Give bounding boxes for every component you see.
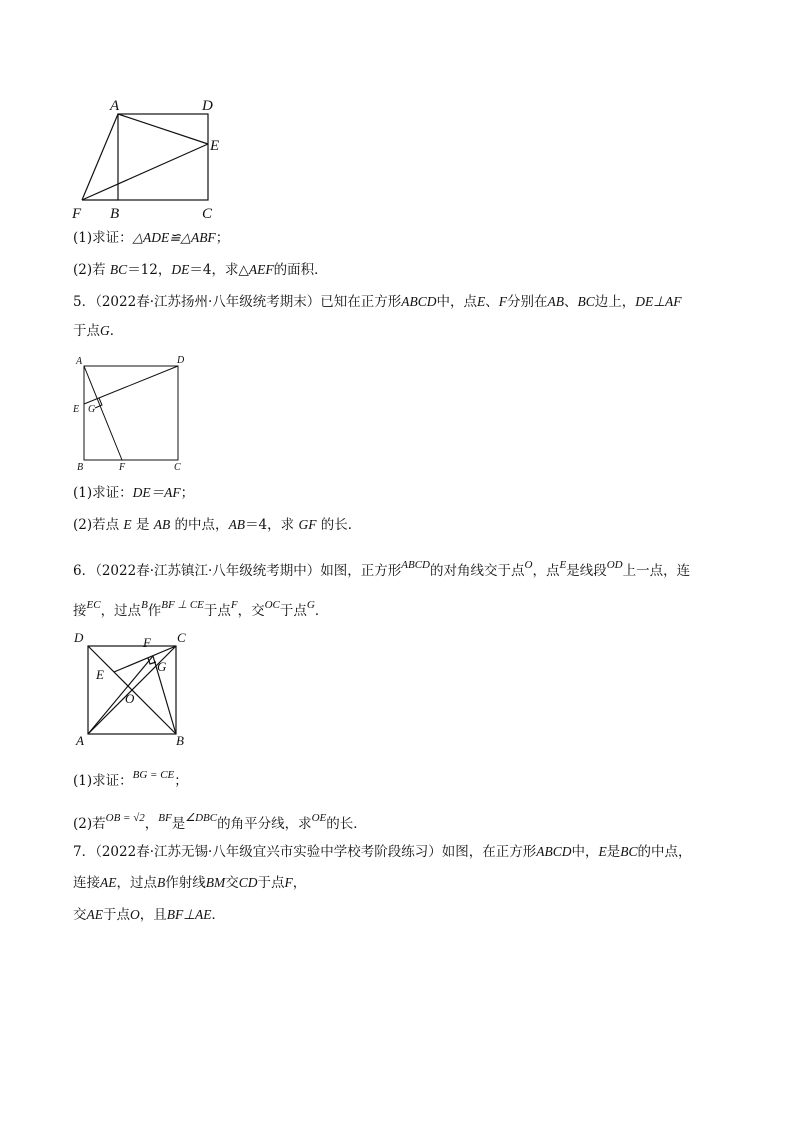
- q6-line1-c: ，点: [532, 563, 560, 579]
- q7-text-line1: [73, 843, 692, 861]
- q7-line2-c: 作射线: [165, 875, 206, 891]
- q5-sep2: 、: [564, 294, 578, 310]
- q6-line1-a: 6．（2022春·江苏镇江·八年级统考期中）如图，正方形: [73, 563, 402, 579]
- fig3-label-A: A: [76, 733, 84, 748]
- q6-b: B: [141, 599, 148, 611]
- q6-line1-e: 上一点，连: [622, 563, 691, 579]
- q7-line1-b: 中，: [571, 844, 599, 860]
- fig3-label-O: O: [125, 691, 135, 706]
- q5-line1-c: 分别在: [507, 294, 548, 310]
- q6-line1-b: 的对角线交于点: [430, 563, 525, 579]
- q7-line3-c: ，且: [139, 907, 167, 923]
- q6-part2-c2: 是: [171, 816, 186, 832]
- q7-line2-b: ，过点: [116, 875, 157, 891]
- q6-line2-d: 于点: [203, 603, 231, 619]
- q4-part2-de: DE: [171, 262, 190, 277]
- q6-part2-bf: BF: [158, 812, 172, 824]
- label-C: C: [202, 206, 213, 222]
- q4-part2-bc: BC: [109, 262, 128, 277]
- q5-bc: BC: [577, 294, 595, 309]
- q5-part2-gf: GF: [298, 517, 317, 532]
- q7-line3-b: 于点: [103, 907, 130, 923]
- q5-part1-suffix: ；: [180, 485, 195, 501]
- label-B: B: [110, 206, 120, 222]
- q7-bc: BC: [620, 844, 638, 859]
- q6-part2: [73, 812, 367, 834]
- fig3-label-C: C: [177, 630, 186, 645]
- q5-line2-a: 于点: [73, 323, 100, 339]
- q6-g: G: [306, 599, 315, 611]
- q6-part2-c3: 的角平分线，求: [217, 816, 312, 832]
- q6-part2-oe: OE: [311, 812, 327, 824]
- q5-part2-mid2: 的中点，: [170, 517, 229, 533]
- q6-ec: EC: [86, 599, 101, 611]
- q7-line2-d: 交: [225, 875, 239, 891]
- q7-ae: AE: [100, 875, 117, 890]
- q7-f: F: [284, 875, 293, 890]
- q6-line1-d: 是线段: [566, 563, 607, 579]
- q7-line2-e: 于点: [257, 875, 285, 891]
- q6-part1-prefix: (1)求证：: [73, 773, 133, 789]
- q6-part1-expr: BG = CE: [132, 769, 175, 781]
- q7-b: B: [157, 875, 166, 890]
- q7-abcd: ABCD: [536, 844, 572, 859]
- q6-part1-suffix: ；: [174, 773, 188, 789]
- q7-text-line2: [73, 874, 306, 892]
- q6-part1: [73, 769, 188, 791]
- q7-line2-a: 连接: [73, 875, 100, 891]
- fig2-label-G: G: [88, 404, 96, 415]
- fig3-label-D: D: [74, 630, 84, 645]
- q6-abcd: ABCD: [401, 559, 431, 571]
- fig2-label-B: B: [77, 462, 84, 473]
- q7-e: E: [598, 844, 607, 859]
- q5-line1-a: 5．（2022春·江苏扬州·八年级统考期末）已知在正方形: [73, 294, 402, 310]
- q6-line2-b: ，过点: [100, 603, 142, 619]
- q4-part1-expr: △ADE≌△ABF: [132, 230, 216, 245]
- q7-line1-c: 是: [606, 844, 621, 860]
- q5-line2-b: ．: [109, 323, 124, 339]
- q7-line3-d: ．: [211, 907, 225, 923]
- q6-e: E: [559, 559, 567, 571]
- q7-line2-f: ，: [292, 875, 307, 891]
- q6-part2-ob: OB = √2: [105, 812, 145, 824]
- q5-part1-prefix: (1)求证：: [73, 485, 133, 501]
- q7-perp: BF⊥AE: [166, 907, 212, 922]
- q6-oc: OC: [264, 599, 280, 611]
- fig3-label-G: G: [157, 659, 167, 674]
- q5-line1-b: 中，点: [436, 294, 478, 310]
- label-E: E: [210, 138, 220, 154]
- q5-part2-prefix: (2)若点: [73, 517, 124, 533]
- fig2-label-E: E: [73, 404, 80, 415]
- q7-o: O: [130, 907, 140, 922]
- q7-bm: BM: [205, 875, 226, 890]
- q6-o: O: [524, 559, 533, 571]
- q6-part2-c1: ，: [144, 816, 159, 832]
- q4-part2-bc-val: ＝12，: [127, 262, 172, 278]
- q6-line2-f: 于点: [279, 603, 307, 619]
- q4-part2-suffix: 的面积．: [273, 262, 328, 278]
- fig3-label-B: B: [176, 733, 184, 748]
- q6-part2-prefix: (2)若: [73, 816, 106, 832]
- q5-e: E: [477, 294, 486, 309]
- q7-text-line3: [73, 906, 225, 924]
- fig2-label-D: D: [177, 355, 185, 366]
- q6-line2-a: 接: [73, 603, 87, 619]
- q6-od: OD: [606, 559, 623, 571]
- q6-part2-angle: ∠DBC: [185, 812, 218, 824]
- q4-part2-aef: AEF: [248, 262, 274, 277]
- q5-line1-d: 边上，: [594, 294, 636, 310]
- q4-part1-suffix: ；: [215, 230, 230, 246]
- fig3-label-E: E: [96, 667, 104, 682]
- q5-abcd: ABCD: [401, 294, 437, 309]
- q6-f: F: [230, 599, 238, 611]
- q4-part1-prefix: (1)求证：: [73, 230, 133, 246]
- q7-line1-d: 的中点，: [637, 844, 692, 860]
- q6-line2-g: ．: [314, 603, 329, 619]
- q5-part2-val: ＝4，求: [245, 517, 299, 533]
- q5-part2-ab: AB: [153, 517, 171, 532]
- q5-perp: DE⊥AF: [635, 294, 682, 309]
- q5-part1-expr: DE＝AF: [132, 485, 181, 500]
- fig3-label-F: F: [143, 635, 151, 650]
- q7-line3-a: 交: [73, 907, 87, 923]
- q6-part2-suffix: 的长．: [326, 816, 367, 832]
- q6-line2-c: 作: [147, 603, 162, 619]
- q7-ae2: AE: [86, 907, 103, 922]
- fig2-label-F: F: [119, 462, 126, 473]
- q7-line1-a: 7．（2022春·江苏无锡·八年级宜兴市实验中学校考阶段练习）如图，在正方形: [73, 844, 537, 860]
- fig2-label-C: C: [174, 462, 181, 473]
- q5-g: G: [100, 323, 110, 338]
- label-A: A: [110, 98, 120, 114]
- q5-sep: 、: [485, 294, 499, 310]
- q5-f: F: [498, 294, 508, 309]
- label-D: D: [202, 98, 213, 114]
- q5-part2-suffix: 的长．: [316, 517, 362, 533]
- q6-line2-e: ，交: [237, 603, 265, 619]
- q5-part2-ab2: AB: [228, 517, 246, 532]
- q5-ab: AB: [547, 294, 565, 309]
- fig2-label-A: A: [76, 356, 83, 367]
- q7-cd: CD: [238, 875, 258, 890]
- q6-bfce: BF ⊥ CE: [161, 599, 204, 611]
- q4-part2-de-val: ＝4，求△: [189, 262, 249, 278]
- q5-part2-e: E: [123, 517, 132, 532]
- q5-part2-mid: 是: [131, 517, 154, 533]
- q4-part2-prefix: (2)若: [73, 262, 110, 278]
- label-F: F: [72, 206, 82, 222]
